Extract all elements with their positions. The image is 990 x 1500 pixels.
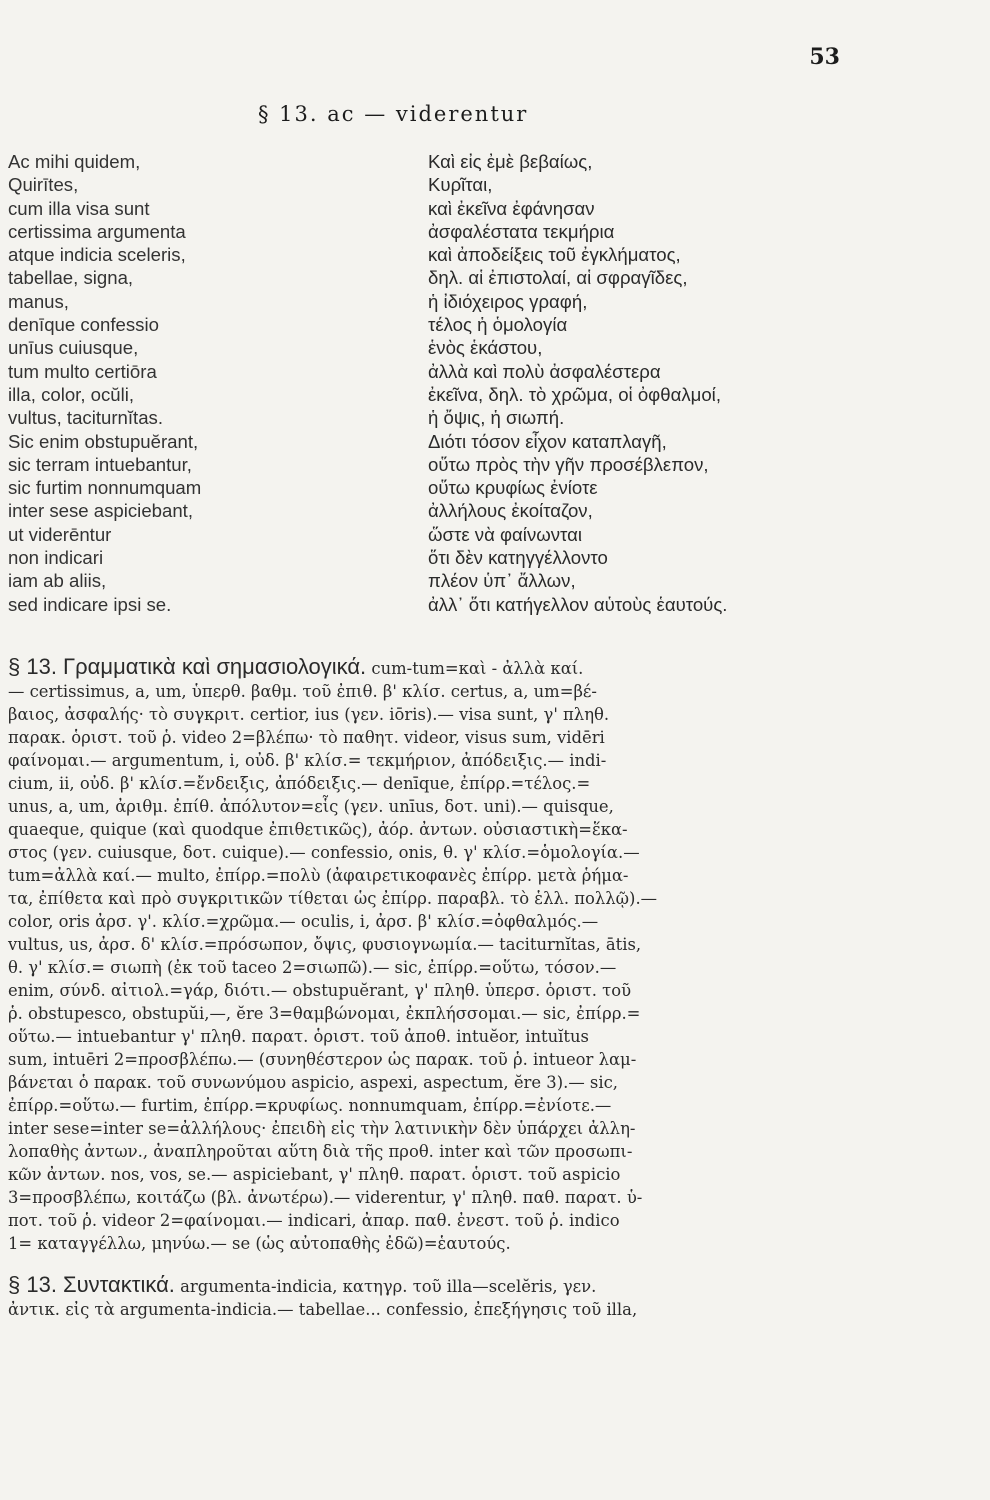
latin-line: unīus cuiusque, <box>8 337 139 359</box>
greek-line: οὕτω κρυφίως ἐνίοτε <box>428 477 598 499</box>
note-line: unus, a, um, ἀριθμ. ἐπίθ. ἀπόλυτον=εἷς (γεν. unīus, δοτ. uni).— quisque, <box>8 797 614 816</box>
note-line: στος (γεν. cuiusque, δοτ. cuique).— confessio, onis, θ. γ' κλίσ.=ὁμολογία.— <box>8 843 640 862</box>
latin-line: sic furtim nonnumquam <box>8 477 202 499</box>
note-line: 3=προσβλέπω, κοιτάζω (βλ. ἀνωτέρω).— viderentur, γ' πληθ. παθ. παρατ. ὑ- <box>8 1188 643 1207</box>
latin-line: atque indicia sceleris, <box>8 244 186 266</box>
note-line: κῶν ἀντων. nos, vos, se.— aspiciebant, γ' πληθ. παρατ. ὁριστ. τοῦ aspicio <box>8 1165 621 1184</box>
section-heading: § 13. ac — viderentur <box>258 102 529 126</box>
note-line: — certissimus, a, um, ὑπερθ. βαθμ. τοῦ ἐπιθ. β' κλίσ. certus, a, um=βέ- <box>8 682 597 701</box>
greek-line: ἑνὸς ἑκάστου, <box>428 337 543 359</box>
latin-line: denīque confessio <box>8 314 159 336</box>
commentary-notes <box>8 655 868 1321</box>
note-line: vultus, us, ἀρσ. δ' κλίσ.=πρόσωπον, ὄψις, φυσιογνωμία.— taciturnĭtas, ātis, <box>8 935 642 954</box>
note-line: ἐπίρρ.=οὕτω.— furtim, ἐπίρρ.=κρυφίως. nonnumquam, ἐπίρρ.=ἐνίοτε.— <box>8 1096 612 1115</box>
note-line: color, oris ἀρσ. γ'. κλίσ.=χρῶμα.— oculis, i, ἀρσ. β' κλίσ.=ὀφθαλμός.— <box>8 912 599 931</box>
latin-line: Sic enim obstupuĕrant, <box>8 430 199 452</box>
page-number: 53 <box>809 44 840 70</box>
latin-line: manus, <box>8 290 69 312</box>
syntax-first-line <box>8 1273 868 1298</box>
greek-line: καὶ ἐκεῖνα ἐφάνησαν <box>428 197 595 219</box>
greek-line: ἀλλ᾽ ὅτι κατήγελλον αὑτοὺς ἑαυτούς. <box>428 593 728 615</box>
note-line: βαιος, ἀσφαλής· τὸ συγκριτ. certior, ius (γεν. iōris).— visa sunt, γ' πληθ. <box>8 705 610 724</box>
note-line: sum, intuēri 2=προσβλέπω.— (συνηθέστερον ὡς παρακ. τοῦ ῥ. intueor λαμ- <box>8 1050 637 1069</box>
latin-line: illa, color, ocŭli, <box>8 383 135 405</box>
grammar-first-line <box>8 655 868 680</box>
greek-line: δηλ. αἱ ἐπιστολαί, αἱ σφραγῖδες, <box>428 267 688 289</box>
note-line: φαίνομαι.— argumentum, i, οὐδ. β' κλίσ.= τεκμήριον, ἀπόδειξις.— indi- <box>8 751 607 770</box>
section-spacer <box>8 1255 868 1273</box>
greek-line: καὶ ἀποδείξεις τοῦ ἐγκλήματος, <box>428 244 681 266</box>
latin-line: certissima argumenta <box>8 220 186 242</box>
note-line: παρακ. ὁριστ. τοῦ ῥ. video 2=βλέπω· τὸ παθητ. videor, visus sum, vidēri <box>8 728 605 747</box>
note-line: βάνεται ὁ παρακ. τοῦ συνωνύμου aspicio, aspexi, aspectum, ĕre 3).— sic, <box>8 1073 618 1092</box>
greek-line: ἐκεῖνα, δηλ. τὸ χρῶμα, οἱ ὀφθαλμοί, <box>428 383 721 405</box>
note-line: ποτ. τοῦ ῥ. videor 2=φαίνομαι.— indicari, ἀπαρ. παθ. ἐνεστ. τοῦ ῥ. indico <box>8 1211 620 1230</box>
latin-line: inter sese aspiciebant, <box>8 500 194 522</box>
note-line: quaeque, quique (καὶ quodque ἐπιθετικῶς), ἀόρ. ἀντων. οὐσιαστικὴ=ἕκα- <box>8 820 628 839</box>
greek-line: ὅτι δὲν κατηγγέλλοντο <box>428 547 608 569</box>
latin-line: cum illa visa sunt <box>8 197 150 219</box>
latin-line: non indicari <box>8 547 104 569</box>
latin-line: tum multo certiōra <box>8 360 157 382</box>
note-line: ῥ. obstupesco, obstupŭi,—, ĕre 3=θαμβώνομαι, ἐκπλήσσομαι.— sic, ἐπίρρ.= <box>8 1004 641 1023</box>
latin-line: vultus, taciturnĭtas. <box>8 407 164 429</box>
greek-line: Καὶ εἰς ἐμὲ βεβαίως, <box>428 151 593 172</box>
latin-line: tabellae, signa, <box>8 267 134 289</box>
latin-line: iam ab aliis, <box>8 570 107 592</box>
latin-line: sed indicare ipsi se. <box>8 593 172 615</box>
note-line: tum=ἀλλὰ καί.— multo, ἐπίρρ.=πολὺ (ἀφαιρετικοφανὲς ἐπίρρ. μετὰ ῥήμα- <box>8 866 629 885</box>
note-line: θ. γ' κλίσ.= σιωπὴ (ἐκ τοῦ taceo 2=σιωπῶ).— sic, ἐπίρρ.=οὕτω, τόσον.— <box>8 958 617 977</box>
note-line: ἀντικ. εἰς τὰ argumenta-indicia.— tabellae... confessio, ἐπεξήγησις τοῦ illa, <box>8 1300 638 1319</box>
greek-line: τέλος ἡ ὁμολογία <box>428 314 568 336</box>
greek-line: ἡ ἰδιόχειρος γραφή, <box>428 290 588 312</box>
note-line: οὕτω.— intuebantur γ' πληθ. παρατ. ὁριστ. τοῦ ἀποθ. intuĕor, intuĭtus <box>8 1027 589 1046</box>
note-line: enim, σύνδ. αἰτιολ.=γάρ, διότι.— obstupuĕrant, γ' πληθ. ὑπερσ. ὁριστ. τοῦ <box>8 981 632 1000</box>
greek-translation-column <box>428 150 727 616</box>
note-line: argumenta-indicia, κατηγρ. τοῦ illa—scelĕris, γεν. <box>180 1277 597 1296</box>
greek-line: πλέον ὑπ᾽ ἄλλων, <box>428 570 576 592</box>
greek-line: ἀσφαλέστατα τεκμήρια <box>428 220 615 242</box>
latin-line: Ac mihi quidem, <box>8 151 141 172</box>
note-line: cium, ii, οὐδ. β' κλίσ.=ἔνδειξις, ἀπόδειξις.— denīque, ἐπίρρ.=τέλος.= <box>8 774 591 793</box>
greek-line: Κυρῖται, <box>428 174 493 196</box>
greek-line: ἀλλὰ καὶ πολὺ ἀσφαλέστερα <box>428 360 661 382</box>
latin-line: ut viderēntur <box>8 523 112 545</box>
greek-line: Διότι τόσον εἶχον καταπλαγῆ, <box>428 430 667 452</box>
greek-line: ἡ ὄψις, ἡ σιωπή. <box>428 407 565 429</box>
latin-text-column <box>8 150 201 616</box>
note-line: cum-tum=καὶ - ἀλλὰ καί. <box>371 659 584 678</box>
note-line: 1= καταγγέλλω, μηνύω.— se (ὡς αὐτοπαθὴς ἐδῶ)=ἑαυτούς. <box>8 1234 511 1253</box>
note-line: τα, ἐπίθετα καὶ πρὸ συγκριτικῶν τίθεται ὡς ἐπίρρ. παραβλ. τὸ ἑλλ. πολλῷ).— <box>8 889 658 908</box>
latin-line: Quirītes, <box>8 174 79 196</box>
latin-line: sic terram intuebantur, <box>8 453 192 475</box>
grammar-heading: § 13. Γραμματικὰ καὶ σημασιολογικά. <box>8 654 367 679</box>
greek-line: ἀλλήλους ἐκοίταζον, <box>428 500 593 522</box>
note-line: inter sese=inter se=ἀλλήλους· ἐπειδὴ εἰς τὴν λατινικὴν δὲν ὑπάρχει ἀλλη- <box>8 1119 636 1138</box>
greek-line: ὥστε νὰ φαίνωνται <box>428 523 583 545</box>
syntax-heading: § 13. Συντακτικά. <box>8 1272 175 1297</box>
greek-line: οὕτω πρὸς τὴν γῆν προσέβλεπον, <box>428 453 709 475</box>
note-line: λοπαθὴς ἀντων., ἀναπληροῦται αὕτη διὰ τῆς προθ. inter καὶ τῶν προσωπι- <box>8 1142 633 1161</box>
